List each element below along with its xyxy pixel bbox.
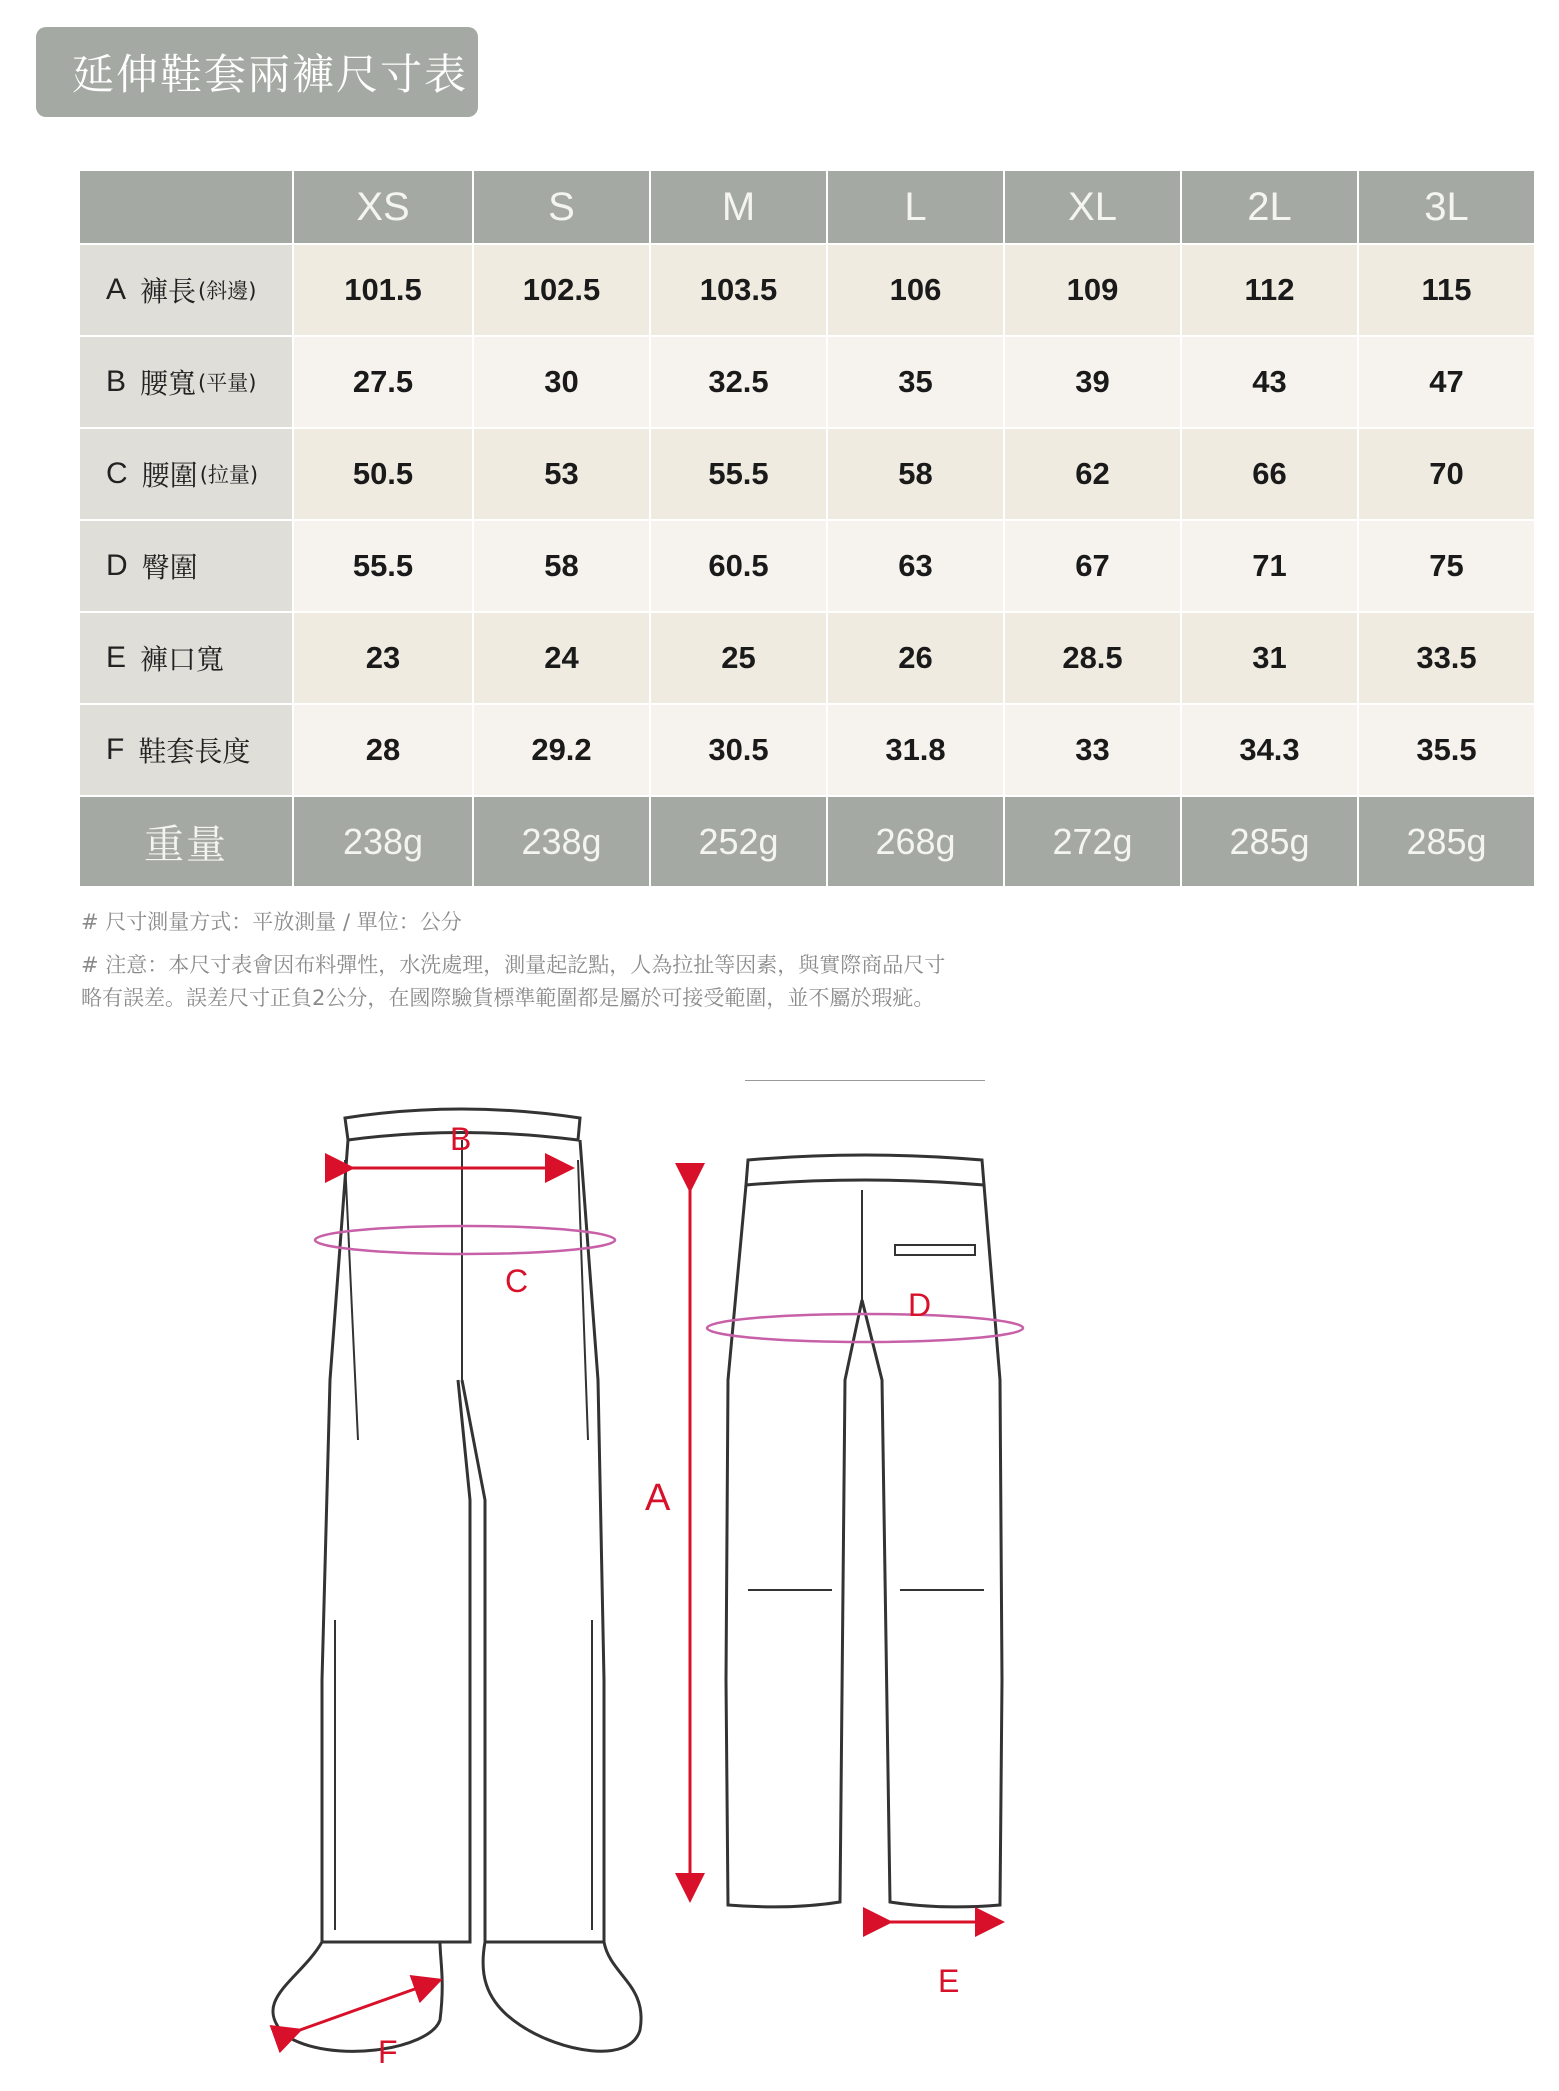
table-cell: 58	[828, 429, 1003, 519]
weight-cell: 252g	[651, 797, 826, 886]
table-cell: 34.3	[1182, 705, 1357, 795]
size-header: XS	[294, 171, 472, 243]
weight-cell: 285g	[1359, 797, 1534, 886]
table-cell: 102.5	[474, 245, 649, 335]
table-cell: 75	[1359, 521, 1534, 611]
pants-diagram	[0, 1080, 1559, 2080]
row-letter: D	[106, 549, 128, 582]
table-cell: 112	[1182, 245, 1357, 335]
table-cell: 43	[1182, 337, 1357, 427]
row-letter: F	[106, 733, 125, 766]
label-c: C	[505, 1263, 529, 1299]
table-cell: 29.2	[474, 705, 649, 795]
table-cell: 101.5	[294, 245, 472, 335]
weight-cell: 238g	[294, 797, 472, 886]
table-cell: 67	[1005, 521, 1180, 611]
row-letter: B	[106, 365, 127, 398]
table-cell: 24	[474, 613, 649, 703]
table-cell: 53	[474, 429, 649, 519]
row-sub: (拉量)	[199, 463, 259, 487]
table-cell: 23	[294, 613, 472, 703]
table-cell: 27.5	[294, 337, 472, 427]
table-cell: 26	[828, 613, 1003, 703]
row-label	[80, 613, 292, 703]
weight-cell: 272g	[1005, 797, 1180, 886]
row-label	[80, 429, 292, 519]
caution-note-1: # 注意：本尺寸表會因布料彈性，水洗處理，測量起訖點，人為拉扯等因素，與實際商品尺寸	[81, 953, 946, 977]
weight-cell: 285g	[1182, 797, 1357, 886]
notes	[81, 906, 1181, 1015]
table-cell: 47	[1359, 337, 1534, 427]
table-cell: 50.5	[294, 429, 472, 519]
row-sub: (平量)	[198, 371, 257, 395]
row-label	[80, 337, 292, 427]
table-cell: 31.8	[828, 705, 1003, 795]
row-name: 臀圍	[141, 551, 198, 584]
table-cell: 66	[1182, 429, 1357, 519]
table-cell: 25	[651, 613, 826, 703]
row-label	[80, 521, 292, 611]
label-d: D	[908, 1287, 932, 1323]
size-header: 3L	[1359, 171, 1534, 243]
table-cell: 28	[294, 705, 472, 795]
table-cell: 33.5	[1359, 613, 1534, 703]
table-cell: 30	[474, 337, 649, 427]
label-f: F	[378, 2034, 398, 2070]
row-name: 褲口寬	[140, 643, 225, 676]
table-cell: 115	[1359, 245, 1534, 335]
size-header: 2L	[1182, 171, 1357, 243]
table-cell: 103.5	[651, 245, 826, 335]
row-name: 鞋套長度	[138, 735, 251, 768]
row-sub: (斜邊)	[198, 279, 257, 303]
header-corner	[80, 171, 292, 243]
table-cell: 55.5	[294, 521, 472, 611]
table-cell: 32.5	[651, 337, 826, 427]
table-cell: 39	[1005, 337, 1180, 427]
table-cell: 70	[1359, 429, 1534, 519]
weight-label: 重量	[80, 797, 292, 886]
size-header: L	[828, 171, 1003, 243]
row-name: 褲長	[140, 275, 197, 308]
measurement-labels	[378, 1121, 959, 2070]
table-cell: 28.5	[1005, 613, 1180, 703]
weight-cell: 238g	[474, 797, 649, 886]
label-b: B	[450, 1121, 472, 1157]
table-cell: 35	[828, 337, 1003, 427]
row-name: 腰寬	[140, 367, 197, 400]
caution-note-2: 略有誤差。誤差尺寸正負2公分，在國際驗貨標準範圍都是屬於可接受範圍，並不屬於瑕疵。	[81, 986, 935, 1010]
page-title: 延伸鞋套兩褲尺寸表	[36, 27, 478, 117]
table-cell: 60.5	[651, 521, 826, 611]
size-table	[80, 171, 1525, 878]
table-cell: 62	[1005, 429, 1180, 519]
table-cell: 109	[1005, 245, 1180, 335]
row-letter: E	[106, 641, 127, 674]
table-cell: 63	[828, 521, 1003, 611]
weight-cell: 268g	[828, 797, 1003, 886]
table-cell: 58	[474, 521, 649, 611]
table-cell: 30.5	[651, 705, 826, 795]
table-cell: 31	[1182, 613, 1357, 703]
back-pants-drawing	[726, 1080, 1002, 1907]
row-label	[80, 705, 292, 795]
measure-note: # 尺寸測量方式：平放測量 / 單位：公分	[81, 910, 462, 934]
size-header: XL	[1005, 171, 1180, 243]
table-cell: 106	[828, 245, 1003, 335]
row-label	[80, 245, 292, 335]
row-letter: A	[106, 273, 127, 306]
row-letter: C	[106, 457, 128, 490]
row-name: 腰圍	[141, 459, 198, 492]
size-header: M	[651, 171, 826, 243]
table-cell: 35.5	[1359, 705, 1534, 795]
label-e: E	[938, 1963, 960, 1999]
table-cell: 33	[1005, 705, 1180, 795]
label-a: A	[645, 1477, 671, 1519]
table-cell: 55.5	[651, 429, 826, 519]
table-cell: 71	[1182, 521, 1357, 611]
size-header: S	[474, 171, 649, 243]
